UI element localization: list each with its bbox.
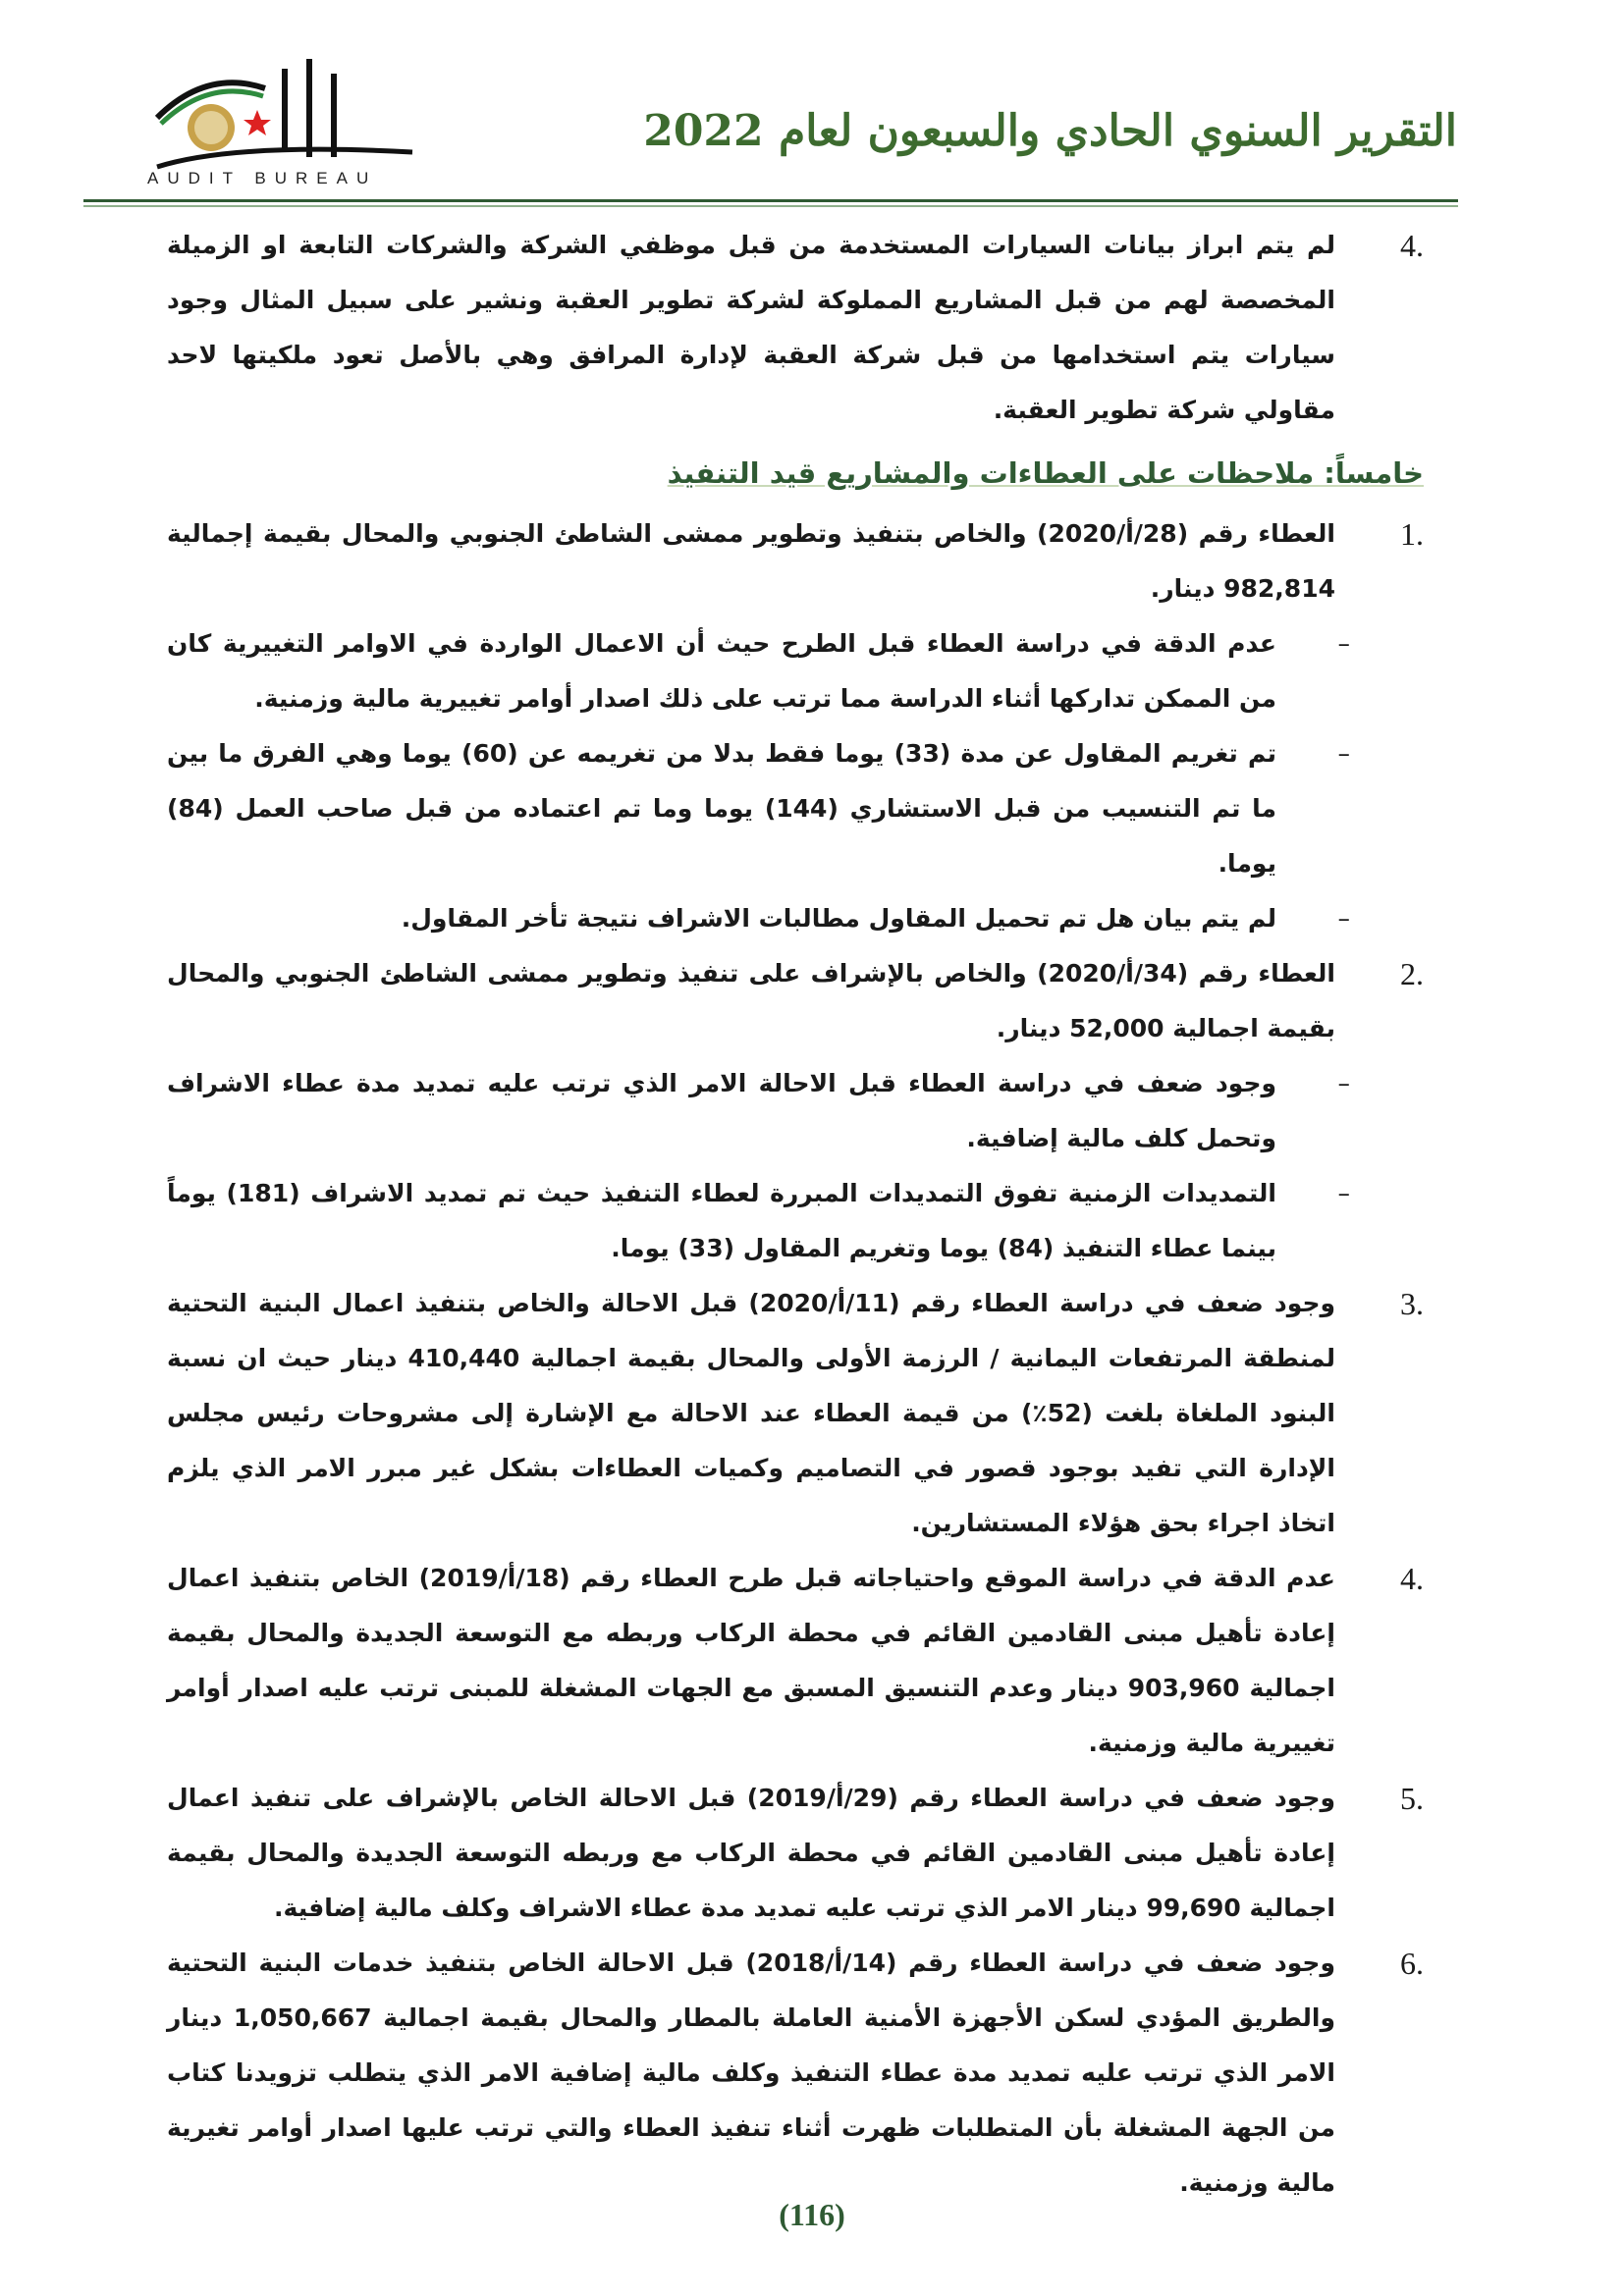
dash-bullet-icon: –: [1337, 1069, 1350, 1097]
sub-bullet: [167, 1166, 1424, 1276]
dash-bullet-icon: –: [1337, 904, 1350, 933]
dash-bullet-icon: –: [1337, 1179, 1350, 1207]
item-text: لم يتم ابراز بيانات السيارات المستخدمة من قبل موظفي الشركة والشركات التابعة او الزميلة المخصصة لهم من قبل المشاريع المملوكة لشركة تطوير العقبة ونشير على سبيل المثال وجود سيارات يتم استخدامها من قبل شركة العقبة لإدارة المرافق وهي بالأصل تعود ملكيتها لاحد مقاولي شركة تطوير العقبة.: [167, 231, 1335, 424]
logo-english-text: AUDIT BUREAU: [147, 169, 378, 187]
sub-bullet-text: التمديدات الزمنية تفوق التمديدات المبررة لعطاء التنفيذ حيث تم تمديد الاشراف (181) يوماً بينما عطاء التنفيذ (84) يوما وتغريم المقاول (33) يوما.: [167, 1179, 1276, 1262]
sub-bullet-text: عدم الدقة في دراسة العطاء قبل الطرح حيث أن الاعمال الواردة في الاوامر التغييرية كان من الممكن تداركها أثناء الدراسة مما ترتب على ذلك اصدار أوامر تغييرية مالية وزمنية.: [167, 629, 1276, 713]
sub-bullet-text: لم يتم بيان هل تم تحميل المقاول مطالبات الاشراف نتيجة تأخر المقاول.: [401, 904, 1276, 933]
sub-bullet-text: وجود ضعف في دراسة العطاء قبل الاحالة الامر الذي ترتب عليه تمديد مدة عطاء الاشراف وتحمل كلف مالية إضافية.: [167, 1069, 1276, 1152]
item-text: العطاء رقم (28/أ/2020) والخاص بتنفيذ وتطوير ممشى الشاطئ الجنوبي والمحال بقيمة إجمالية 982,814 دينار.: [167, 519, 1335, 603]
item-number: 3.: [1400, 1286, 1424, 1321]
list-item: [167, 507, 1424, 616]
item-text: وجود ضعف في دراسة العطاء رقم (14/أ/2018) قبل الاحالة الخاص بتنفيذ خدمات البنية التحتية والطريق المؤدي لسكن الأجهزة الأمنية العاملة بالمطار والمحال بقيمة اجمالية 1,050,667 دينار الامر الذي ترتب عليه تمديد مدة عطاء التنفيذ وكلف مالية إضافية الامر الذي يتطلب تزويدنا كتاب من الجهة المشغلة بأن المتطلبات ظهرت أثناء تنفيذ العطاء والتي ترتب عليها اصدار أوامر تغيرية مالية وزمنية.: [167, 1949, 1336, 2197]
sub-bullet: [167, 616, 1424, 726]
sub-bullet: [167, 1056, 1424, 1166]
item-number: 2.: [1400, 956, 1424, 991]
list-item: [167, 946, 1424, 1056]
document-body: [167, 218, 1424, 2211]
header-divider: [83, 199, 1458, 202]
list-item: [167, 218, 1424, 438]
item-number: 6.: [1400, 1946, 1424, 1981]
sub-bullet: [167, 891, 1424, 946]
item-number: 4.: [1400, 228, 1424, 263]
dash-bullet-icon: –: [1337, 629, 1350, 658]
sub-bullet-text: تم تغريم المقاول عن مدة (33) يوما فقط بدلا من تغريمه عن (60) يوما وهي الفرق ما بين ما تم التنسيب من قبل الاستشاري (144) يوما وما تم اعتماده من قبل صاحب العمل (84) يوما.: [167, 739, 1276, 878]
item-number: 1.: [1400, 516, 1424, 552]
list-item: [167, 1276, 1424, 1551]
list-item: [167, 1551, 1424, 1771]
item-text: وجود ضعف في دراسة العطاء رقم (11/أ/2020) قبل الاحالة والخاص بتنفيذ اعمال البنية التحتية لمنطقة المرتفعات اليمانية / الرزمة الأولى والمحال بقيمة اجمالية 410,440 دينار حيث ان نسبة البنود الملغاة بلغت (52٪) من قيمة العطاء عند الاحالة مع الإشارة إلى مشروحات رئيس مجلس الإدارة التي تفيد بوجود قصور في التصاميم وكميات العطاءات بشكل غير مبرر الامر الذي يلزم اتخاذ اجراء بحق هؤلاء المستشارين.: [167, 1289, 1335, 1537]
dash-bullet-icon: –: [1337, 739, 1350, 768]
item-text: وجود ضعف في دراسة العطاء رقم (29/أ/2019) قبل الاحالة الخاص بالإشراف على تنفيذ اعمال إعادة تأهيل مبنى القادمين القائم في محطة الركاب مع وربطه التوسعة الجديدة والمحال بقيمة اجمالية 99,690 دينار الامر الذي ترتب عليه تمديد مدة عطاء الاشراف وكلف مالية إضافية.: [167, 1784, 1335, 1922]
page-number: (116): [779, 2197, 845, 2232]
item-number: 4.: [1400, 1561, 1424, 1596]
report-title: التقرير السنوي الحادي والسبعون لعام 2022: [643, 106, 1457, 156]
header-divider-light: [83, 205, 1458, 207]
list-item: [167, 1936, 1424, 2211]
item-number: 5.: [1400, 1781, 1424, 1816]
list-item: [167, 1771, 1424, 1936]
item-text: العطاء رقم (34/أ/2020) والخاص بالإشراف على تنفيذ وتطوير ممشى الشاطئ الجنوبي والمحال بقيمة اجمالية 52,000 دينار.: [167, 959, 1335, 1042]
item-text: عدم الدقة في دراسة الموقع واحتياجاته قبل طرح العطاء رقم (18/أ/2019) الخاص بتنفيذ اعمال إعادة تأهيل مبنى القادمين القائم في محطة الركاب وربطه مع التوسعة الجديدة والمحال بقيمة اجمالية 903,960 دينار وعدم التنسيق المسبق مع الجهات المشغلة للمبنى ترتب عليه اصدار أوامر تغييرية مالية وزمنية.: [167, 1564, 1336, 1757]
sub-bullet: [167, 726, 1424, 891]
section-heading: خامساً: ملاحظات على العطاءات والمشاريع قيد التنفيذ: [667, 456, 1424, 490]
